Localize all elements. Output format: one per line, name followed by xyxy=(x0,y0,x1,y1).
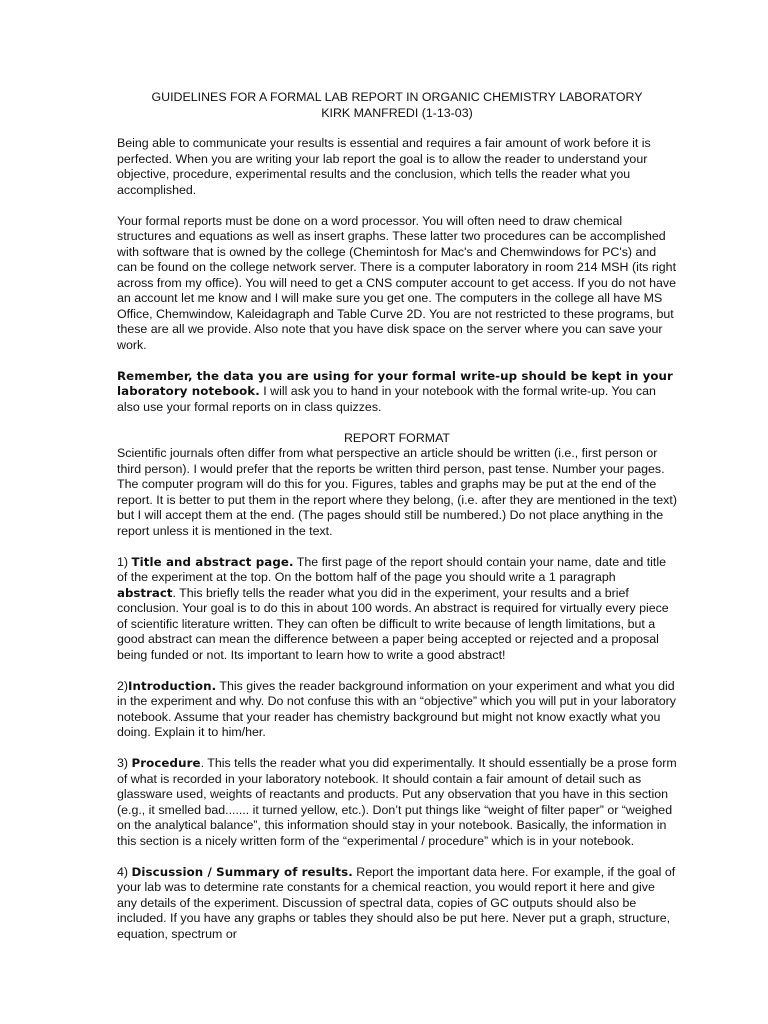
notebook-paragraph xyxy=(117,369,677,416)
report-format-paragraph: Scientific journals often differ from what perspective an article should be written (i.e., first person or third person). I would prefer that the reports be written third person, past tense. Number your pages. The computer program will do this for you. Figures, tables and graphs may be put at the end of the report. It is better to put them in the report where they belong, (i.e. after they are mentioned in the text) but I will accept them at the end. (The pages should still be numbered.) Do not place anything in the report unless it is mentioned in the text. xyxy=(117,446,677,538)
notebook-emphasis: Remember, the data you are using for your formal write-up should be kept in your laboratory notebook. xyxy=(117,368,673,398)
author-line: KIRK MANFREDI (1-13-03) xyxy=(321,105,473,120)
section-heading: Procedure xyxy=(131,756,201,770)
section-text: The first page of the report should contain your name, date and title of the experiment at the top. On the bottom half of the page you should write a 1 paragraph xyxy=(117,554,666,584)
report-format-heading: REPORT FORMAT xyxy=(343,430,450,445)
document-header xyxy=(117,90,677,121)
section-text-continued: . This briefly tells the reader what you did in the experiment, your results and a brief conclusion. Your goal is to do this in about 100 words. An abstract is required for virtually every piece of scientific literature written. They can often be difficult to write because of length limitations, but a good abstract can mean the difference between a paper being accepted or rejected and a proposal being funded or not. Its important to learn how to write a good abstract! xyxy=(117,585,669,662)
section-heading: Title and abstract page. xyxy=(131,554,294,569)
section-text: This gives the reader background information on your experiment and what you did in the experiment and why. Do not confuse this with an “objective” which you will put in your laboratory notebook. Assume that your reader has chemistry background but might not know exactly what you doing. Explain it to him/her. xyxy=(117,678,677,739)
section-title-abstract xyxy=(117,555,677,664)
section-introduction xyxy=(117,679,677,741)
section-text: . This tells the reader what you did experimentally. It should essentially be a prose form of what is recorded in your laboratory notebook. It should contain a fair amount of detail such as glassware used, weights of reactants and products. Put any observation that you have in this section (e.g., it smelled bad....... it turned yellow, etc.). Don’t put things like “weight of filter paper” or “weighed on the analytical balance”, this information should stay in your notebook. Basically, the information in this section is a nicely written form of the “experimental / procedure” which is in your notebook. xyxy=(117,756,677,848)
section-discussion xyxy=(117,865,677,943)
notebook-text: I will ask you to hand in your notebook with the formal write-up. You can also use your formal reports on in class quizzes. xyxy=(117,384,656,414)
section-number: 2) xyxy=(117,678,129,693)
section-number: 1) xyxy=(117,554,132,569)
section-number: 3) xyxy=(117,756,132,770)
abstract-emphasis: abstract xyxy=(117,585,173,600)
document-page xyxy=(117,90,677,958)
section-heading: Introduction. xyxy=(128,678,217,693)
section-procedure xyxy=(117,756,677,849)
intro-paragraph: Being able to communicate your results is essential and requires a fair amount of work before it is perfected. When you are writing your lab report the goal is to allow the reader to understand your objective, procedure, experimental results and the conclusion, which tells the reader what you accomplished. xyxy=(117,136,651,197)
section-text: Report the important data here. For example, if the goal of your lab was to determine rate constants for a chemical reaction, you would report it here and give any details of the experiment. Discussion of spectral data, copies of GC outputs should also be included. If you have any graphs or tables they should also be put here. Never put a graph, structure, equation, spectrum or xyxy=(117,864,676,941)
section-heading: Discussion / Summary of results. xyxy=(131,864,353,879)
word-processor-paragraph: Your formal reports must be done on a word processor. You will often need to draw chemical structures and equations as well as insert graphs. These latter two procedures can be accomplished with software that is owned by the college (Chemintosh for Mac's and Chemwindows for PC's) and can be found on the college network server. There is a computer laboratory in room 214 MSH (its right across from my office). You will need to get a CNS computer account to get access. If you do not have an account let me know and I will make sure you get one. The computers in the college all have MS Office, Chemwindow, Kaleidagraph and Table Curve 2D. You are not restricted to these programs, but these are all we provide. Also note that you have disk space on the server where you can save your work. xyxy=(117,213,677,352)
document-title: GUIDELINES FOR A FORMAL LAB REPORT IN ORGANIC CHEMISTRY LABORATORY xyxy=(151,90,643,104)
section-number: 4) xyxy=(117,864,132,879)
